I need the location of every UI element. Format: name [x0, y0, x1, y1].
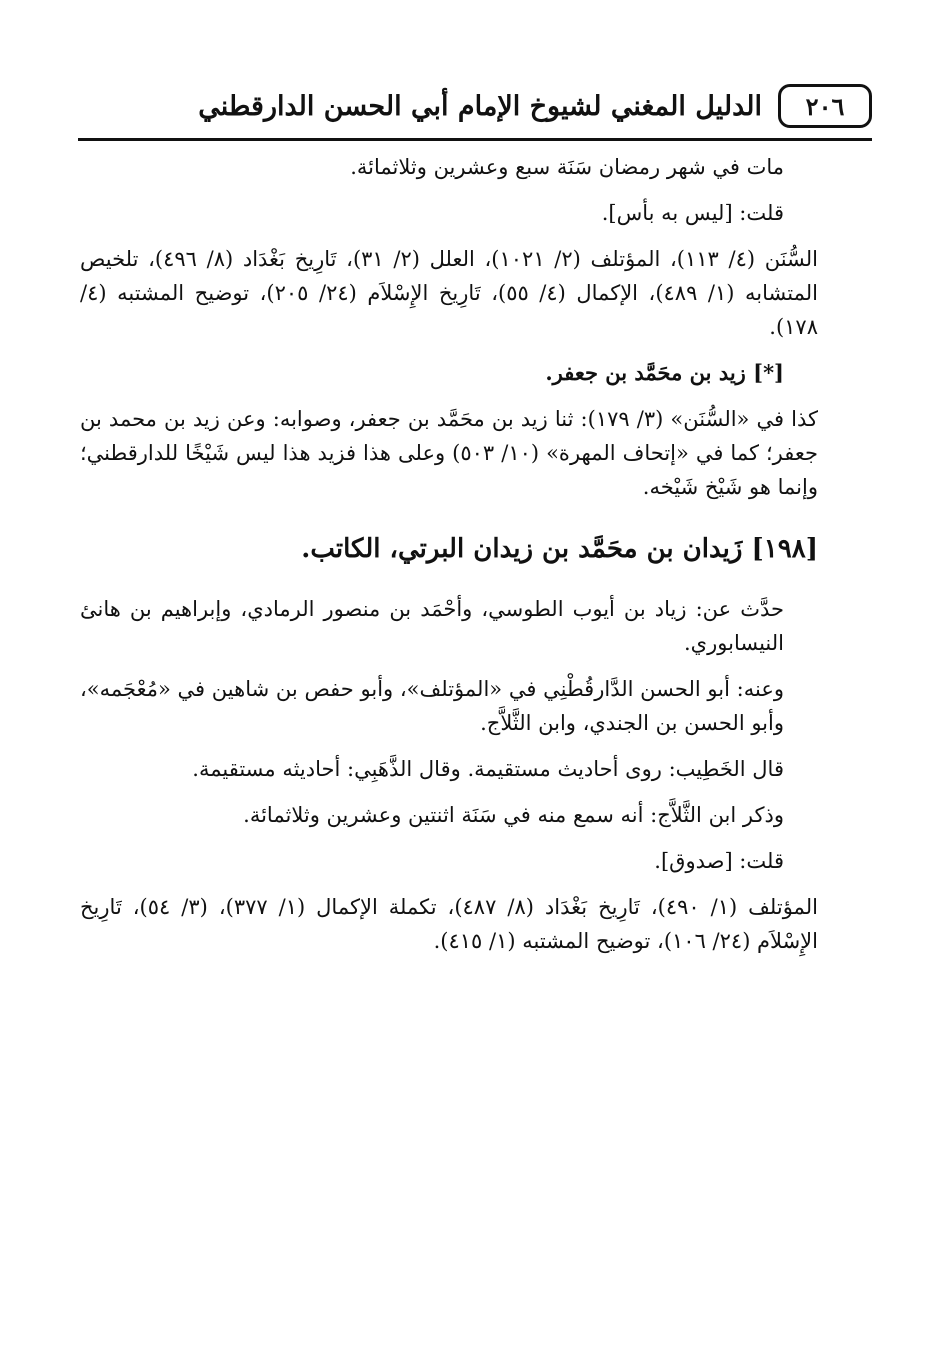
sources-list: السُّنَن (٤/ ١١٣)، المؤتلف (٢/ ١٠٢١)، العلل (٢/ ٣١)، تَارِيخ بَغْدَاد (٨/ ٤٩٦)، تلخيص المتشابه (١/ ٤٨٩)، الإكمال (٤/ ٥٥)، تَارِيخ الإِسْلاَم (٢٤/ ٢٠٥)، توضيح المشتبه (٤/ ١٧٨). [80, 247, 819, 340]
narrators-from-him: وعنه: أبو الحسن الدَّارقُطْنِي في «المؤتلف»، وأبو حفص بن شاهين في «مُعْجَمه»، وأبو الحسن بن الجندي، وابن الثَّلاَّج. [80, 677, 784, 736]
entry-title: [١٩٨] زَيدان بن محَمَّد بن زيدان البرتي، الكاتب. [301, 534, 818, 565]
page-header [78, 76, 872, 136]
header-rule [78, 138, 872, 141]
assessment: قال الخَطِيب: روى أحاديث مستقيمة. وقال الذَّهَبِي: أحاديثه مستقيمة. [192, 757, 784, 782]
hearing-note: وذكر ابن الثَّلاَّج: أنه سمع منه في سَنَة اثنتين وعشرين وثلاثمائة. [243, 803, 784, 828]
page-content [80, 150, 818, 970]
sources-list-2: المؤتلف (١/ ٤٩٠)، تَارِيخ بَغْدَاد (٨/ ٤٨٧)، تكملة الإكمال (١/ ٣٧٧)، (٣/ ٥٤)، تَارِيخ الإِسْلاَم (٢٤/ ١٠٦)، توضيح المشتبه (١/ ٤١٥). [80, 895, 818, 954]
page-number: ٢٠٦ [778, 84, 872, 128]
running-title: الدليل المغني لشيوخ الإمام أبي الحسن الدارقطني [198, 90, 762, 122]
death-note: مات في شهر رمضان سَنَة سبع وعشرين وثلاثمائة. [350, 155, 784, 179]
entry-subheading: [*] زيد بن محَمَّد بن جعفر. [545, 360, 784, 386]
verdict-line-2: قلت: [صدوق]. [654, 849, 784, 874]
clarification-paragraph: كذا في «السُّنَن» (٣/ ١٧٩): ثنا زيد بن محَمَّد بن جعفر، وصوابه: وعن زيد بن محمد بن جعفر؛ كما في «إتحاف المهرة» (١٠/ ٥٠٣) وعلى هذا فزيد هذا ليس شَيْخًا للدارقطني؛ وإنما هو شَيْخ شَيْخه. [80, 407, 818, 500]
narrated-from: حدَّث عن: زياد بن أيوب الطوسي، وأحْمَد بن منصور الرمادي، وإبراهيم بن هانئ النيسابوري. [80, 597, 784, 656]
verdict-line: قلت: [ليس به بأس]. [601, 201, 784, 226]
